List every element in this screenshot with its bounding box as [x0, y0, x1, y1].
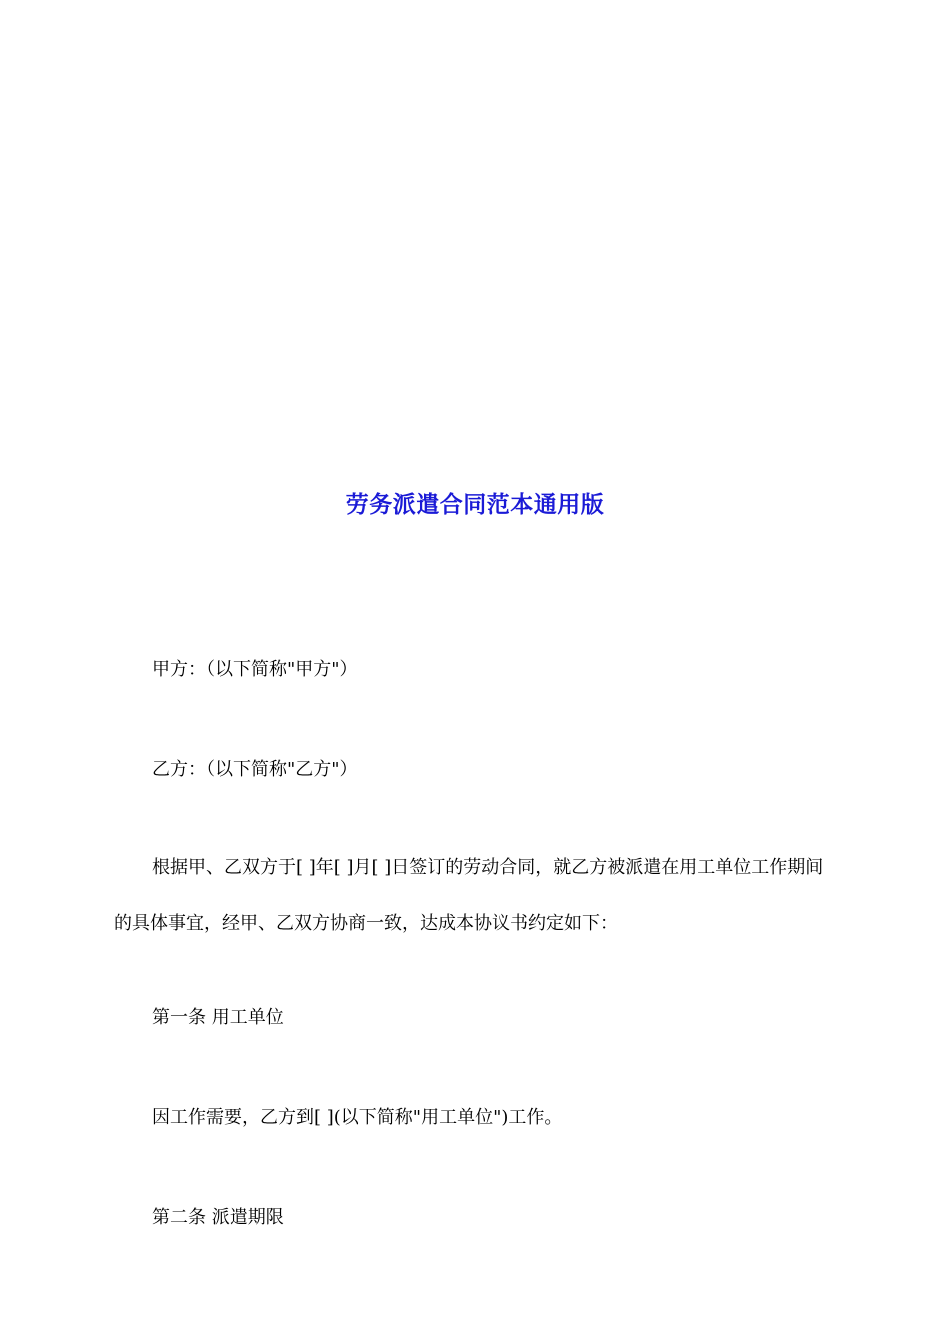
article-1-heading: 第一条 用工单位	[152, 1007, 284, 1028]
article-2-heading: 第二条 派遣期限	[152, 1207, 284, 1228]
document-title: 劳务派遣合同范本通用版	[345, 491, 605, 518]
article-1-body: 因工作需要，乙方到[ ](以下简称"用工单位")工作。	[152, 1107, 563, 1128]
party-a-line: 甲方：（以下简称"甲方"）	[152, 659, 358, 680]
party-b-line: 乙方：（以下简称"乙方"）	[152, 759, 358, 780]
preamble-paragraph: 根据甲、乙双方于[ ]年[ ]月[ ]日签订的劳动合同，就乙方被派遣在用工单位工作期间的具体事宜，经甲、乙双方协商一致，达成本协议书约定如下：	[114, 857, 824, 934]
